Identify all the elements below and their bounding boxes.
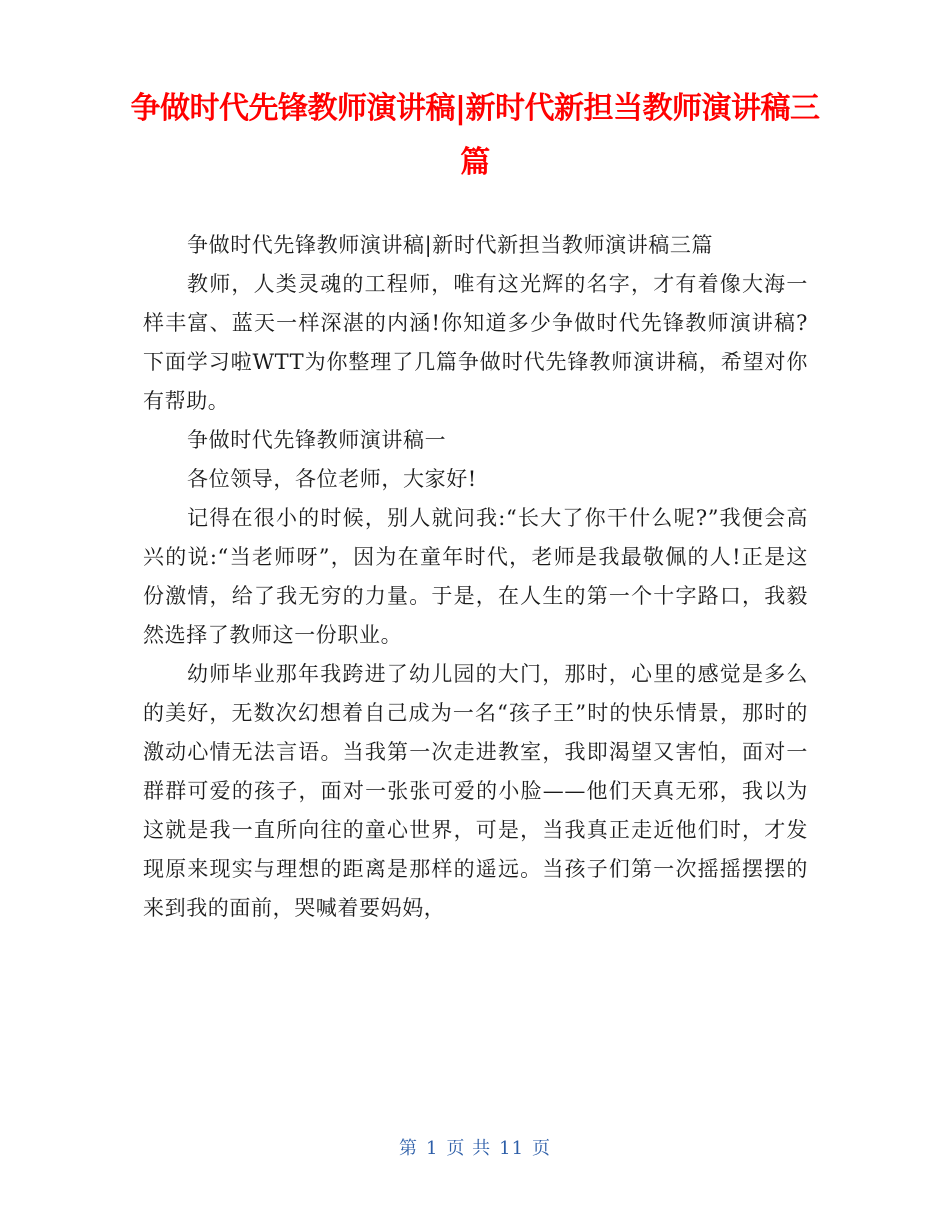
paragraph-section-heading: 争做时代先锋教师演讲稿一 (187, 428, 447, 452)
document-body (143, 226, 808, 928)
footer-prefix: 第 (398, 1138, 418, 1159)
footer-current-page: 1 (425, 1138, 439, 1159)
footer-suffix: 页 (532, 1138, 552, 1159)
paragraph-intro-heading: 争做时代先锋教师演讲稿|新时代新担当教师演讲稿三篇 (187, 233, 714, 257)
paragraph-childhood: 记得在很小的时候，别人就问我:“长大了你干什么呢?”我便会高兴的说:“当老师呀”，因为在童年时代，老师是我最敬佩的人!正是这份激情，给了我无穷的力量。于是，在人生的第一个十字路口，我毅然选择了教师这一份职业。 (143, 506, 808, 647)
footer-total-pages: 11 (499, 1138, 525, 1159)
document-title: 争做时代先锋教师演讲稿|新时代新担当教师演讲稿三篇 (130, 91, 820, 180)
paragraph-kindergarten: 幼师毕业那年我跨进了幼儿园的大门，那时，心里的感觉是多么的美好，无数次幻想着自己成为一名“孩子王”时的快乐情景，那时的激动心情无法言语。当我第一次走进教室，我即渴望又害怕，面对一群群可爱的孩子，面对一张张可爱的小脸——他们天真无邪，我以为这就是我一直所向往的童心世界，可是，当我真正走近他们时，才发现原来现实与理想的距离是那样的遥远。当孩子们第一次摇摇摆摆的来到我的面前，哭喊着要妈妈， (143, 662, 808, 920)
page-footer (0, 1134, 950, 1160)
footer-mid: 页 共 (446, 1138, 492, 1159)
paragraph-intro: 教师，人类灵魂的工程师，唯有这光辉的名字，才有着像大海一样丰富、蓝天一样深湛的内涵!你知道多少争做时代先锋教师演讲稿?下面学习啦WTT为你整理了几篇争做时代先锋教师演讲稿，希望对你有帮助。 (143, 272, 808, 413)
paragraph-greeting: 各位领导，各位老师，大家好! (187, 467, 477, 491)
